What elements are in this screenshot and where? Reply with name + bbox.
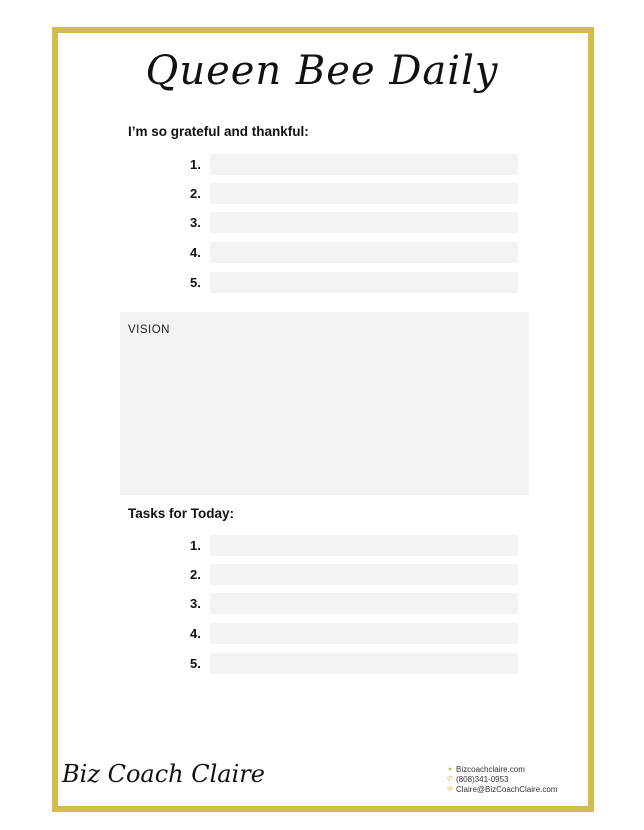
gratitude-entry-field[interactable] — [210, 272, 518, 293]
task-entry-field[interactable] — [210, 593, 518, 614]
globe-icon: ● — [447, 766, 453, 773]
task-item-3[interactable] — [190, 593, 520, 615]
contact-email[interactable]: Claire@BizCoachClaire.com — [456, 785, 558, 794]
task-number: 5. — [190, 656, 201, 671]
gratitude-heading: I’m so grateful and thankful: — [128, 124, 309, 139]
task-entry-field[interactable] — [210, 535, 518, 556]
gratitude-entry-field[interactable] — [210, 212, 518, 233]
gratitude-entry-field[interactable] — [210, 183, 518, 204]
contact-info — [446, 765, 557, 795]
task-item-2[interactable] — [190, 564, 520, 586]
contact-website[interactable]: Bizcoachclaire.com — [456, 765, 525, 774]
vision-box[interactable] — [120, 312, 529, 495]
gratitude-item-4[interactable] — [190, 242, 520, 264]
gratitude-item-3[interactable] — [190, 212, 520, 234]
task-entry-field[interactable] — [210, 653, 518, 674]
gratitude-number: 3. — [190, 215, 201, 230]
contact-website-row[interactable] — [446, 765, 557, 775]
task-entry-field[interactable] — [210, 564, 518, 585]
gratitude-item-5[interactable] — [190, 272, 520, 294]
gratitude-item-2[interactable] — [190, 183, 520, 205]
tasks-heading: Tasks for Today: — [128, 506, 235, 521]
brand-signature: Biz Coach Claire — [62, 760, 265, 788]
contact-phone[interactable]: (808)341-0953 — [456, 775, 509, 784]
contact-email-row[interactable] — [446, 785, 557, 795]
page-title: Queen Bee Daily — [145, 48, 499, 94]
gratitude-number: 2. — [190, 186, 201, 201]
gratitude-entry-field[interactable] — [210, 154, 518, 175]
vision-label: VISION — [128, 324, 170, 336]
task-number: 3. — [190, 596, 201, 611]
task-number: 2. — [190, 567, 201, 582]
task-entry-field[interactable] — [210, 623, 518, 644]
task-number: 1. — [190, 538, 201, 553]
task-item-4[interactable] — [190, 623, 520, 645]
gratitude-number: 5. — [190, 275, 201, 290]
contact-phone-row[interactable] — [446, 775, 557, 785]
task-number: 4. — [190, 626, 201, 641]
task-item-1[interactable] — [190, 535, 520, 557]
gratitude-item-1[interactable] — [190, 154, 520, 176]
task-item-5[interactable] — [190, 653, 520, 675]
mail-icon: ✉ — [447, 786, 453, 793]
gratitude-number: 1. — [190, 157, 201, 172]
gratitude-entry-field[interactable] — [210, 242, 518, 263]
gratitude-number: 4. — [190, 245, 201, 260]
phone-icon: ✆ — [447, 776, 453, 783]
